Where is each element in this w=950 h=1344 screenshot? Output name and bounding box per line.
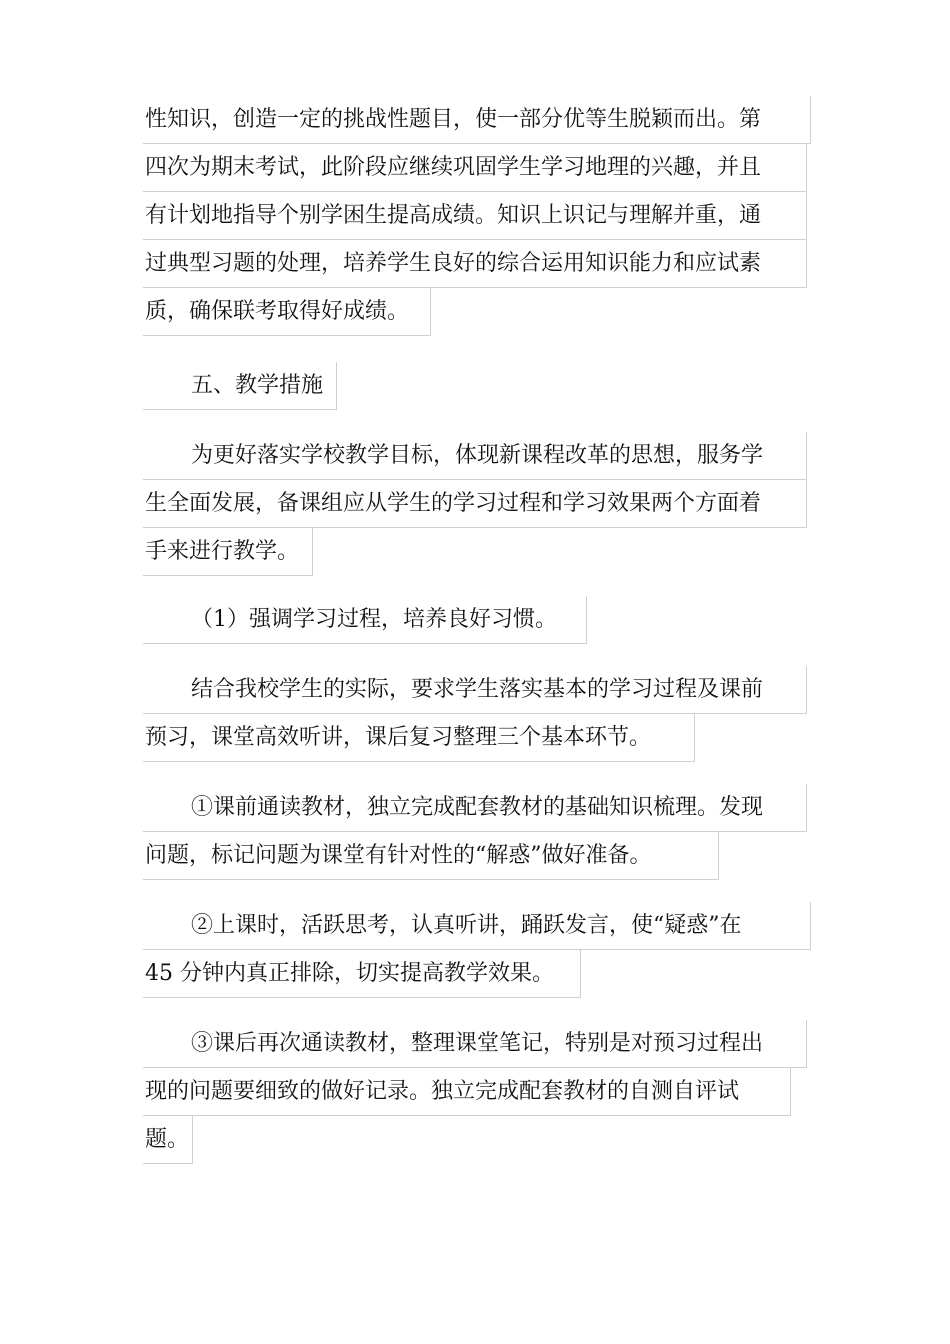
section-heading xyxy=(143,362,337,410)
text-line: 手来进行教学。 xyxy=(143,528,313,576)
paragraph xyxy=(143,666,807,762)
section-heading-text: 五、教学措施 xyxy=(143,362,337,410)
text-line: 预习，课堂高效听讲，课后复习整理三个基本环节。 xyxy=(143,714,695,762)
text-line: ②上课时，活跃思考，认真听讲，踊跃发言，使“疑惑”在 xyxy=(143,902,811,950)
text-line: ①课前通读教材，独立完成配套教材的基础知识梳理。发现 xyxy=(143,784,807,832)
text-line: 质，确保联考取得好成绩。 xyxy=(143,288,431,336)
list-item xyxy=(143,1020,807,1164)
text-line: 题。 xyxy=(143,1116,193,1164)
text-line: 为更好落实学校教学目标，体现新课程改革的思想，服务学 xyxy=(143,432,807,480)
subsection-heading-text: （1）强调学习过程，培养良好习惯。 xyxy=(143,596,587,644)
text-line: 性知识，创造一定的挑战性题目，使一部分优等生脱颖而出。第 xyxy=(143,96,811,144)
text-line: 过典型习题的处理，培养学生良好的综合运用知识能力和应试素 xyxy=(143,240,807,288)
paragraph xyxy=(143,432,807,576)
text-line: 生全面发展，备课组应从学生的学习过程和学习效果两个方面着 xyxy=(143,480,807,528)
text-line: 结合我校学生的实际，要求学生落实基本的学习过程及课前 xyxy=(143,666,807,714)
list-item xyxy=(143,902,811,998)
text-line: 问题，标记问题为课堂有针对性的“解惑”做好准备。 xyxy=(143,832,719,880)
text-line: 四次为期末考试，此阶段应继续巩固学生学习地理的兴趣，并且 xyxy=(143,144,807,192)
text-line: ③课后再次通读教材，整理课堂笔记，特别是对预习过程出 xyxy=(143,1020,807,1068)
paragraph-continued xyxy=(143,96,811,336)
text-line: 有计划地指导个别学困生提高成绩。知识上识记与理解并重，通 xyxy=(143,192,807,240)
text-line: 45 分钟内真正排除，切实提高教学效果。 xyxy=(143,950,581,998)
subsection-heading xyxy=(143,596,587,644)
list-item xyxy=(143,784,807,880)
text-line: 现的问题要细致的做好记录。独立完成配套教材的自测自评试 xyxy=(143,1068,791,1116)
